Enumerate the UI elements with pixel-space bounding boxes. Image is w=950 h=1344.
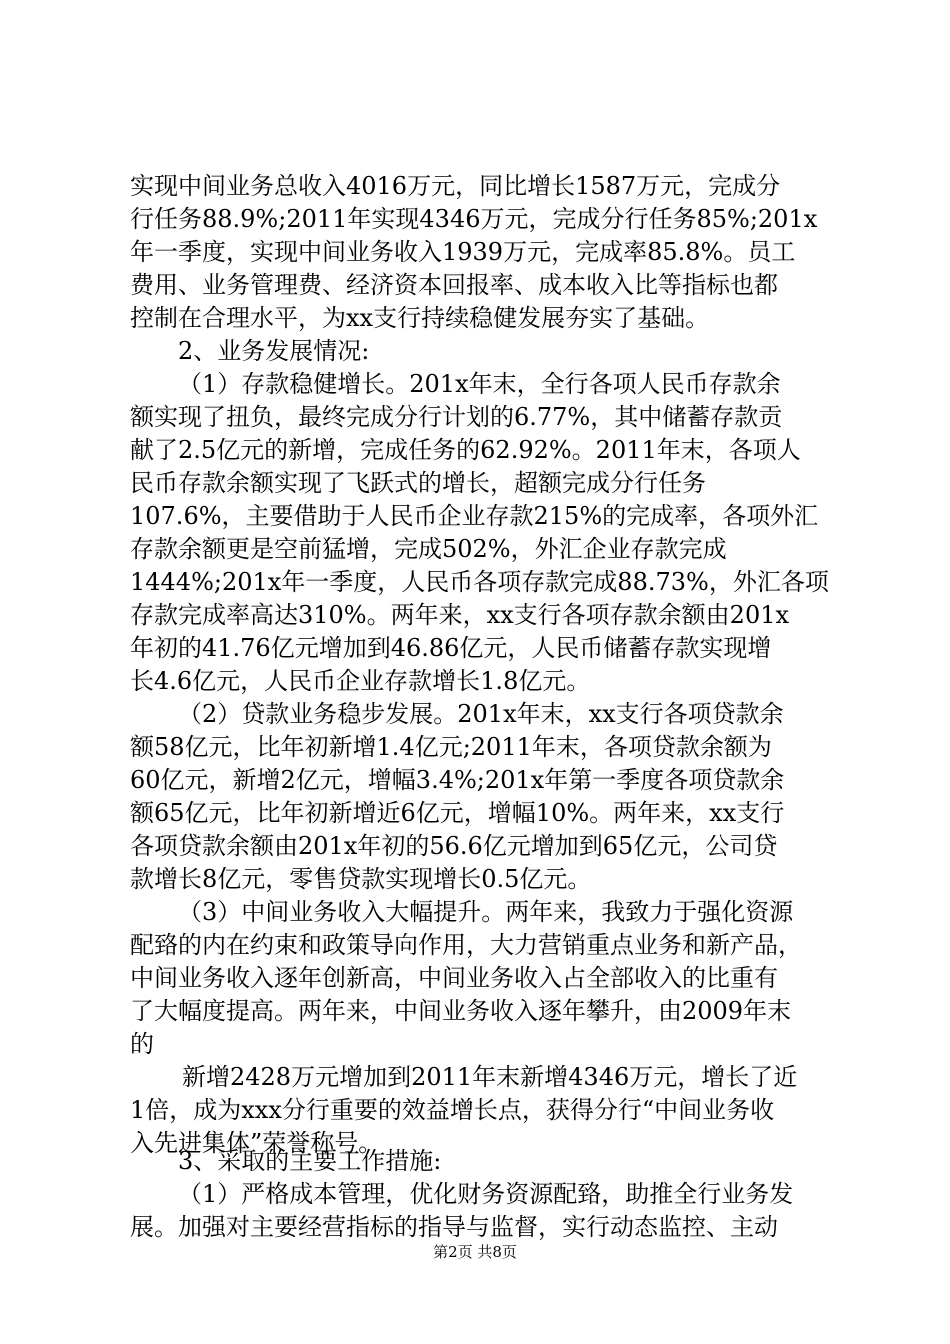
text-line: 费用、业务管理费、经济资本回报率、成本收入比等指标也都	[130, 271, 778, 299]
text-line: 了大幅度提高。两年来，中间业务收入逐年攀升，由2009年末	[130, 997, 792, 1025]
text-line: 民币存款余额实现了飞跃式的增长，超额完成分行任务	[130, 469, 706, 497]
text-line: 存款余额更是空前猛增，完成502%，外汇企业存款完成	[130, 535, 727, 563]
text-line: 入先进集体”荣誉称号。	[130, 1129, 383, 1157]
text-line: 年初的41.76亿元增加到46.86亿元，人民币储蓄存款实现增	[130, 634, 772, 662]
text-line: 新增2428万元增加到2011年末新增4346万元，增长了近	[182, 1063, 798, 1091]
text-line: 额65亿元，比年初新增近6亿元，增幅10%。两年来，xx支行	[130, 799, 785, 827]
text-line: 展。加强对主要经营指标的指导与监督，实行动态监控、主动	[130, 1213, 778, 1241]
text-line: （1）存款稳健增长。201x年末，全行各项人民币存款余	[178, 370, 781, 398]
text-line: 年一季度，实现中间业务收入1939万元，完成率85.8%。员工	[130, 238, 796, 266]
text-line: 中间业务收入逐年创新高，中间业务收入占全部收入的比重有	[130, 964, 778, 992]
text-line: 1444%;201x年一季度，人民币各项存款完成88.73%，外汇各项	[130, 568, 829, 596]
text-line: 1倍，成为xxx分行重要的效益增长点，获得分行“中间业务收	[130, 1096, 775, 1124]
text-line: 献了2.5亿元的新增，完成任务的62.92%。2011年末，各项人	[130, 436, 801, 464]
text-line: 实现中间业务总收入4016万元，同比增长1587万元，完成分	[130, 172, 781, 200]
text-line: 各项贷款余额由201x年初的56.6亿元增加到65亿元，公司贷	[130, 832, 778, 860]
text-line: （2）贷款业务稳步发展。201x年末，xx支行各项贷款余	[178, 700, 784, 728]
section-heading: 2、业务发展情况:	[178, 337, 370, 365]
text-line: 额实现了扭负，最终完成分行计划的6.77%，其中储蓄存款贡	[130, 403, 783, 431]
text-line: 款增长8亿元，零售贷款实现增长0.5亿元。	[130, 865, 592, 893]
page-footer: 第2页 共8页	[433, 1243, 517, 1261]
text-line: （3）中间业务收入大幅提升。两年来，我致力于强化资源	[178, 898, 794, 926]
text-line: 控制在合理水平，为xx支行持续稳健发展夯实了基础。	[130, 304, 710, 332]
text-line: （1）严格成本管理，优化财务资源配臵，助推全行业务发	[178, 1180, 794, 1208]
text-line: 存款完成率高达310%。两年来，xx支行各项存款余额由201x	[130, 601, 790, 629]
section-heading: 3、采取的主要工作措施:	[178, 1147, 442, 1175]
text-line: 配臵的内在约束和政策导向作用，大力营销重点业务和新产品，	[130, 931, 802, 959]
text-line: 的	[130, 1030, 154, 1058]
text-line: 额58亿元，比年初新增1.4亿元;2011年末，各项贷款余额为	[130, 733, 772, 761]
text-line: 行任务88.9%;2011年实现4346万元，完成分行任务85%;201x	[130, 205, 818, 233]
text-line: 长4.6亿元，人民币企业存款增长1.8亿元。	[130, 667, 591, 695]
text-line: 60亿元，新增2亿元，增幅3.4%;201x年第一季度各项贷款余	[130, 766, 785, 794]
text-line: 107.6%，主要借助于人民币企业存款215%的完成率，各项外汇	[130, 502, 819, 530]
